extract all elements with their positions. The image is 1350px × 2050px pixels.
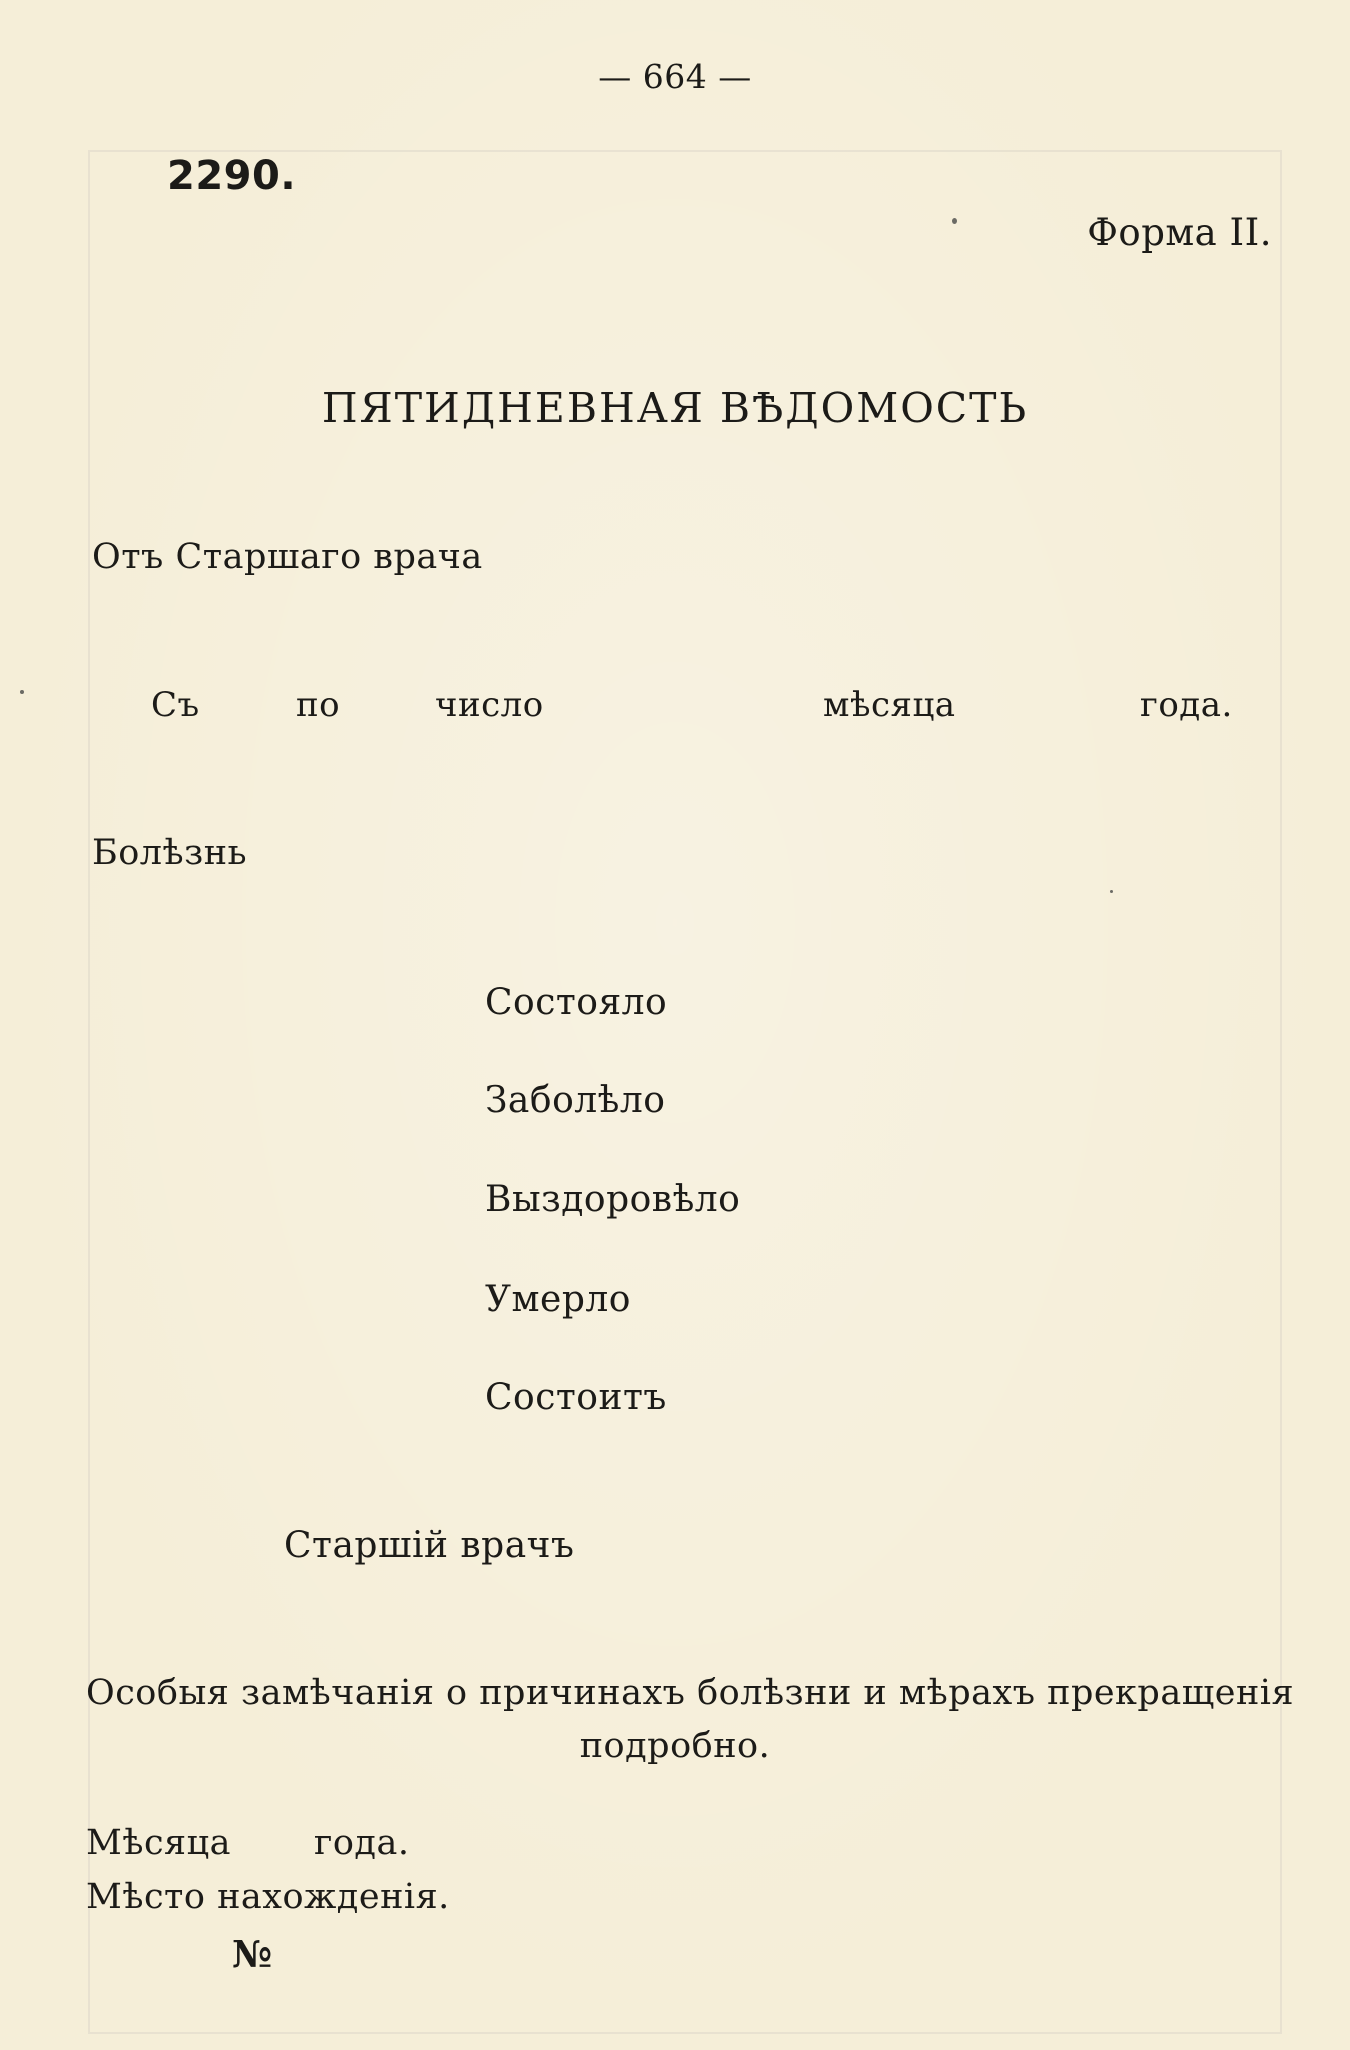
date-year-label: года. [1140,685,1233,725]
date-to-label: по [296,685,341,725]
stat-item: Состояло [485,982,668,1023]
date-from-label: Съ [151,685,200,725]
disease-label: Болѣзнь [92,833,248,873]
document-number: 2290. [167,153,297,199]
print-speck [20,690,24,694]
document-title: ПЯТИДНЕВНАЯ ВѢДОМОСТЬ [321,384,1029,432]
number-sign: № [232,1932,273,1976]
remarks-line-2: подробно. [579,1726,771,1766]
stat-item: Выздоровѣло [485,1179,741,1220]
page-number: — 664 — [598,57,752,96]
stat-item: Состоитъ [485,1377,667,1418]
remarks-line-1: Особыя замѣчанія о причинахъ болѣзни и мѣрахъ прекращенія [86,1673,1295,1713]
date-day-label: число [435,685,544,725]
location-label: Мѣсто нахожденія. [86,1877,450,1917]
print-speck [952,218,957,224]
signature-line: Старшій врачъ [284,1525,575,1566]
form-label: Форма II. [1087,211,1272,254]
year-label: года. [314,1823,410,1863]
stat-item: Умерло [485,1279,631,1320]
print-speck [1110,890,1113,893]
stat-item: Заболѣло [485,1080,666,1121]
from-line: Отъ Старшаго врача [92,537,483,577]
month-label: Мѣсяца [86,1823,231,1863]
date-month-label: мѣсяца [823,685,956,725]
